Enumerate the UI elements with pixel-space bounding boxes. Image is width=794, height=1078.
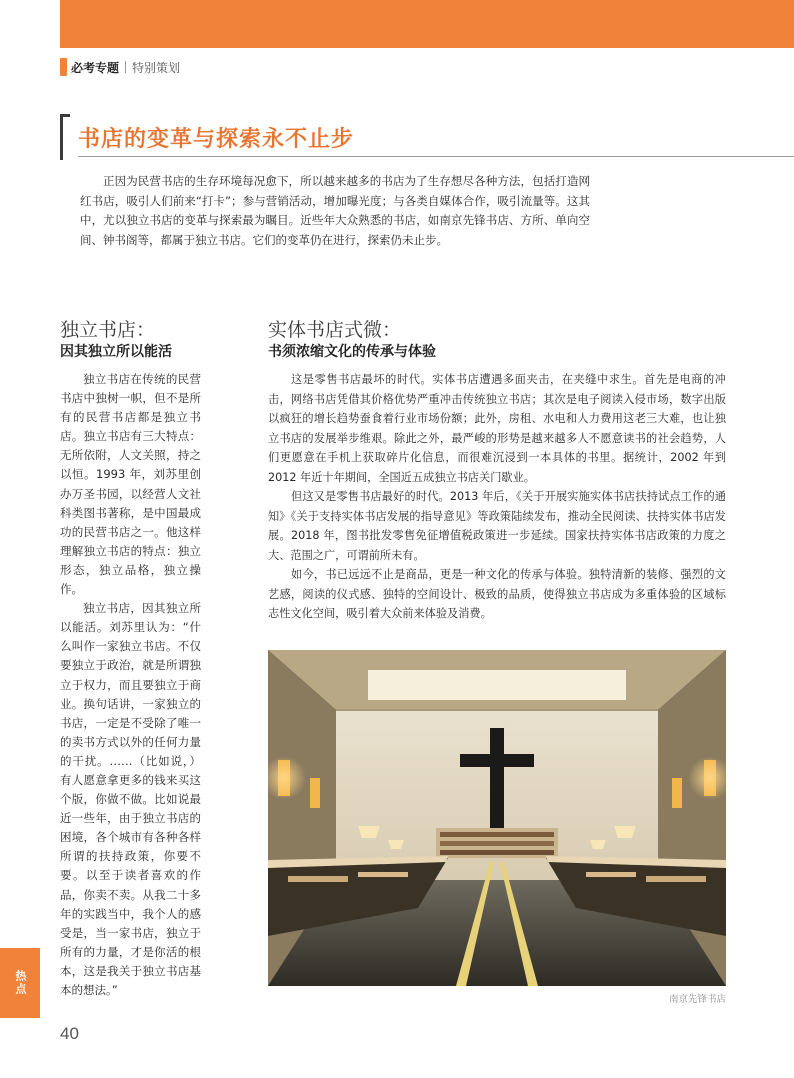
- left-heading: 独立书店：: [60, 319, 156, 341]
- page-number: 40: [60, 1024, 79, 1043]
- right-subheading: 书须浓缩文化的传承与体验: [268, 344, 436, 360]
- bookstore-interior-illustration: [268, 650, 726, 986]
- left-column: [60, 370, 201, 1000]
- section-tag: [60, 57, 180, 77]
- section-divider: [125, 61, 126, 73]
- article-title: 书店的变革与探索永不止步: [78, 127, 355, 152]
- left-subheading: 因其独立所以能活: [60, 344, 172, 360]
- bookstore-photo: [268, 650, 726, 986]
- right-column: [268, 370, 726, 624]
- right-paragraph: 但这又是零售书店最好的时代。2013 年后，《关于开展实施实体书店扶持试点工作的通知》《关于支持实体书店发展的指导意见》等政策陆续发布，推动全民阅读、扶持实体书店发展。2018 年，图书批发零售免征增值税政策进一步延续。国家扶持实体书店政策的力度之大、范围之广，可谓前所未有。: [268, 490, 726, 562]
- left-paragraph: 独立书店，因其独立所以能活。刘苏里认为：“什么叫作一家独立书店。不仅要独立于政治，就是所谓独立于权力，而且要独立于商业。换句话讲，一家独立的书店，一定是不受除了唯一的卖书方式以外的任何力量的干扰。……（比如说，）有人愿意拿更多的钱来买这个版，你做不做。比如说最近一些年，由于独立书店的困境，各个城市有各种各样所谓的扶持政策，你要不要。以至于读者喜欢的作品，你卖不卖。从我二十多年的实践当中，我个人的感受是，当一家书店，独立于所有的力量，才是你活的根本，这是我关于独立书店基本的想法。”: [60, 601, 201, 997]
- section-subtitle: 特别策划: [132, 60, 181, 75]
- right-paragraph: 如今，书已远远不止是商品，更是一种文化的传承与体验。独特清新的装修、强烈的文艺感，阅读的仪式感、独特的空间设计、极致的品质，使得独立书店成为多重体验的区域标志性文化空间，吸引着大众前来体验及消费。: [268, 568, 726, 620]
- photo-caption: 南京先锋书店: [668, 994, 726, 1005]
- intro-paragraph: 正因为民营书店的生存环境每况愈下，所以越来越多的书店为了生存想尽各种方法，包括打造网红书店，吸引人们前来“打卡”；参与营销活动，增加曝光度；与各类自媒体合作，吸引流量等。这其中，尤以独立书店的变革与探索最为瞩目。近些年大众熟悉的书店，如南京先锋书店、方所、单向空间、钟书阁等，都属于独立书店。它们的变革仍在进行，探索仍未止步。: [80, 174, 590, 247]
- right-heading: 实体书店式微：: [268, 319, 402, 341]
- left-section-heading: [60, 318, 220, 362]
- section-title: 必考专题: [71, 60, 120, 75]
- right-paragraph: 这是零售书店最坏的时代。实体书店遭遇多面夹击，在夹缝中求生。首先是电商的冲击，网络书店凭借其价格优势严重冲击传统独立书店；其次是电子阅读入侵市场，数字出版以疯狂的增长趋势蚕食着行业市场份额；此外，房租、水电和人力费用这老三大难，也让独立书店的发展举步维艰。除此之外，最严峻的形势是越来越多人不愿意读书的社会趋势，人们更愿意在手机上获取碎片化信息，而很难沉浸到一本具体的书里。据统计，2002 年到 2012 年近十年期间，全国近五成独立书店关门歇业。: [268, 373, 726, 484]
- title-rule: [78, 156, 794, 157]
- right-section-heading: [268, 318, 728, 362]
- left-paragraph: 独立书店在传统的民营书店中独树一帜，但不是所有的民营书店都是独立书店。独立书店有三大特点：无所依附，人文关照，持之以恒。1993 年，刘苏里创办万圣书园，以经营人文社科类图书著称，是中国最成功的民营书店之一。他这样理解独立书店的特点：独立形态，独立品格，独立操作。: [60, 372, 201, 597]
- side-tab: [0, 948, 40, 1018]
- side-tab-label: 热点: [14, 970, 27, 996]
- header-color-bar: [60, 0, 794, 48]
- title-bracket: [60, 114, 70, 160]
- section-mark-icon: [60, 58, 67, 76]
